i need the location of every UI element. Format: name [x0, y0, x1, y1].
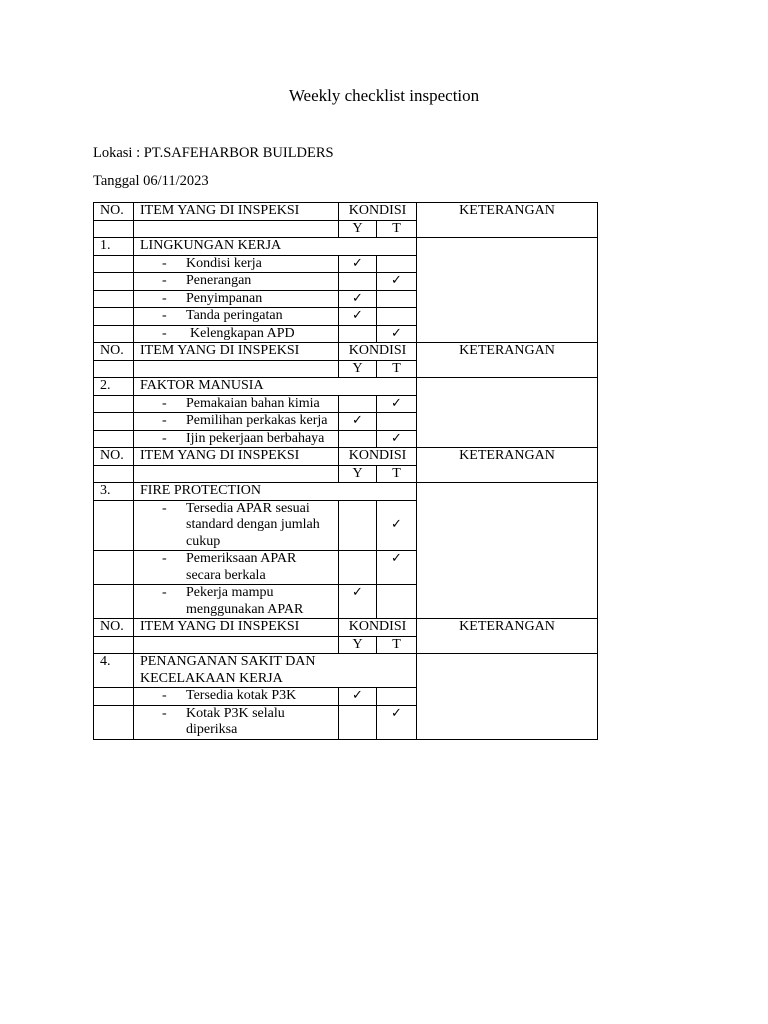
item-row: - Tanda peringatan ✓: [94, 308, 598, 326]
check-y: [339, 585, 377, 619]
section-3: [94, 448, 598, 619]
checkmark-icon: ✓: [352, 688, 363, 703]
check-y: [339, 325, 377, 343]
check-t: [377, 688, 417, 706]
header-kondisi: KONDISI: [339, 203, 417, 221]
checkmark-icon: ✓: [391, 551, 402, 566]
item-row: - Penyimpanan ✓: [94, 290, 598, 308]
item-row: - Penerangan ✓: [94, 273, 598, 291]
header-kondisi: KONDISI: [339, 619, 417, 637]
location-line: Lokasi : PT.SAFEHARBOR BUILDERS: [93, 145, 334, 161]
keterangan-cell: [417, 378, 598, 448]
checkmark-icon: ✓: [391, 273, 402, 288]
keterangan-cell: [417, 483, 598, 619]
header-no: NO.: [94, 203, 134, 221]
item-text: Tersedia APAR sesuai standard dengan jumlah cukup: [186, 500, 320, 549]
date-line: Tanggal 06/11/2023: [93, 173, 209, 189]
item-text: Penyimpanan: [186, 290, 263, 306]
check-t: [377, 413, 417, 431]
header-no: NO.: [94, 343, 134, 361]
checkmark-icon: ✓: [352, 585, 363, 600]
section-1: [94, 203, 598, 343]
section-title-row: [94, 238, 598, 256]
checkmark-icon: ✓: [391, 430, 402, 446]
check-t: [377, 585, 417, 619]
header-keterangan: KETERANGAN: [417, 619, 598, 654]
section-number: 1.: [94, 238, 134, 256]
item-row: - Kondisi kerja ✓: [94, 255, 598, 273]
section-4: [94, 619, 598, 740]
item-text: Ijin pekerjaan berbahaya: [186, 430, 325, 446]
item-row: - Kotak P3K selalu diperiksa ✓: [94, 705, 598, 739]
checkmark-icon: ✓: [352, 308, 363, 323]
item-row: - Pekerja mampu menggunakan APAR ✓: [94, 585, 598, 619]
section-title-row: [94, 483, 598, 501]
checkmark-icon: ✓: [391, 705, 402, 721]
check-y: [339, 255, 377, 273]
header-row: [94, 619, 598, 637]
item-row: - Tersedia APAR sesuai standard dengan jumlah cukup ✓: [94, 500, 598, 551]
checkmark-icon: ✓: [352, 290, 363, 306]
check-y: [339, 395, 377, 413]
header-y: Y: [339, 465, 377, 483]
item-text: Kotak P3K selalu diperiksa: [186, 705, 285, 737]
check-y: [339, 500, 377, 551]
check-t: [377, 430, 417, 448]
header-y: Y: [339, 220, 377, 238]
page-title: Weekly checklist inspection: [288, 86, 480, 105]
check-t: [377, 325, 417, 343]
check-t: [377, 500, 417, 551]
item-row: - Ijin pekerjaan berbahaya ✓: [94, 430, 598, 448]
item-text: Kelengkapan APD: [190, 325, 295, 341]
header-item: ITEM YANG DI INSPEKSI: [134, 448, 339, 466]
keterangan-cell: [417, 654, 598, 740]
header-keterangan: KETERANGAN: [417, 203, 598, 238]
section-title-row: [94, 378, 598, 396]
check-y: [339, 273, 377, 291]
header-no: NO.: [94, 448, 134, 466]
section-number: 4.: [94, 654, 134, 688]
header-t: T: [377, 636, 417, 654]
check-t: [377, 273, 417, 291]
check-t: [377, 395, 417, 413]
header-keterangan: KETERANGAN: [417, 343, 598, 378]
header-row: [94, 203, 598, 221]
inspection-table: [93, 202, 598, 740]
header-y: Y: [339, 636, 377, 654]
header-t: T: [377, 465, 417, 483]
section-name: LINGKUNGAN KERJA: [134, 238, 417, 256]
section-number: 3.: [94, 483, 134, 501]
header-item: ITEM YANG DI INSPEKSI: [134, 343, 339, 361]
check-y: [339, 551, 377, 585]
checkmark-icon: ✓: [352, 255, 363, 271]
section-name: FAKTOR MANUSIA: [134, 378, 417, 396]
check-t: [377, 290, 417, 308]
item-row: - Pemakaian bahan kimia ✓: [94, 395, 598, 413]
check-t: [377, 551, 417, 585]
item-text: Pemilihan perkakas kerja: [186, 413, 328, 428]
header-item: ITEM YANG DI INSPEKSI: [134, 203, 339, 221]
check-y: [339, 413, 377, 431]
header-y: Y: [339, 360, 377, 378]
item-row: - Kelengkapan APD ✓: [94, 325, 598, 343]
item-row: - Tersedia kotak P3K ✓: [94, 688, 598, 706]
header-no: NO.: [94, 619, 134, 637]
check-t: [377, 308, 417, 326]
check-y: [339, 430, 377, 448]
check-y: [339, 290, 377, 308]
item-text: Tanda peringatan: [186, 308, 283, 323]
item-text: Penerangan: [186, 273, 252, 288]
check-t: [377, 705, 417, 739]
check-y: [339, 308, 377, 326]
header-keterangan: KETERANGAN: [417, 448, 598, 483]
checkmark-icon: ✓: [391, 325, 402, 341]
header-t: T: [377, 360, 417, 378]
section-name: PENANGANAN SAKIT DAN KECELAKAAN KERJA: [134, 654, 417, 688]
checkmark-icon: ✓: [391, 395, 402, 411]
header-kondisi: KONDISI: [339, 448, 417, 466]
header-row: [94, 343, 598, 361]
check-t: [377, 255, 417, 273]
header-kondisi: KONDISI: [339, 343, 417, 361]
header-t: T: [377, 220, 417, 238]
item-text: Pemakaian bahan kimia: [186, 395, 320, 411]
header-row: [94, 448, 598, 466]
item-row: - Pemeriksaan APAR secara berkala ✓: [94, 551, 598, 585]
keterangan-cell: [417, 238, 598, 343]
checkmark-icon: ✓: [352, 413, 363, 428]
item-text: Pekerja mampu menggunakan APAR: [186, 585, 304, 617]
header-item: ITEM YANG DI INSPEKSI: [134, 619, 339, 637]
section-name: FIRE PROTECTION: [134, 483, 417, 501]
checkmark-icon: ✓: [391, 517, 402, 532]
section-2: [94, 343, 598, 448]
item-row: - Pemilihan perkakas kerja ✓: [94, 413, 598, 431]
check-y: [339, 688, 377, 706]
item-text: Pemeriksaan APAR secara berkala: [186, 551, 297, 583]
check-y: [339, 705, 377, 739]
section-title-row: [94, 654, 598, 688]
section-number: 2.: [94, 378, 134, 396]
item-text: Kondisi kerja: [186, 255, 262, 271]
item-text: Tersedia kotak P3K: [186, 688, 297, 703]
